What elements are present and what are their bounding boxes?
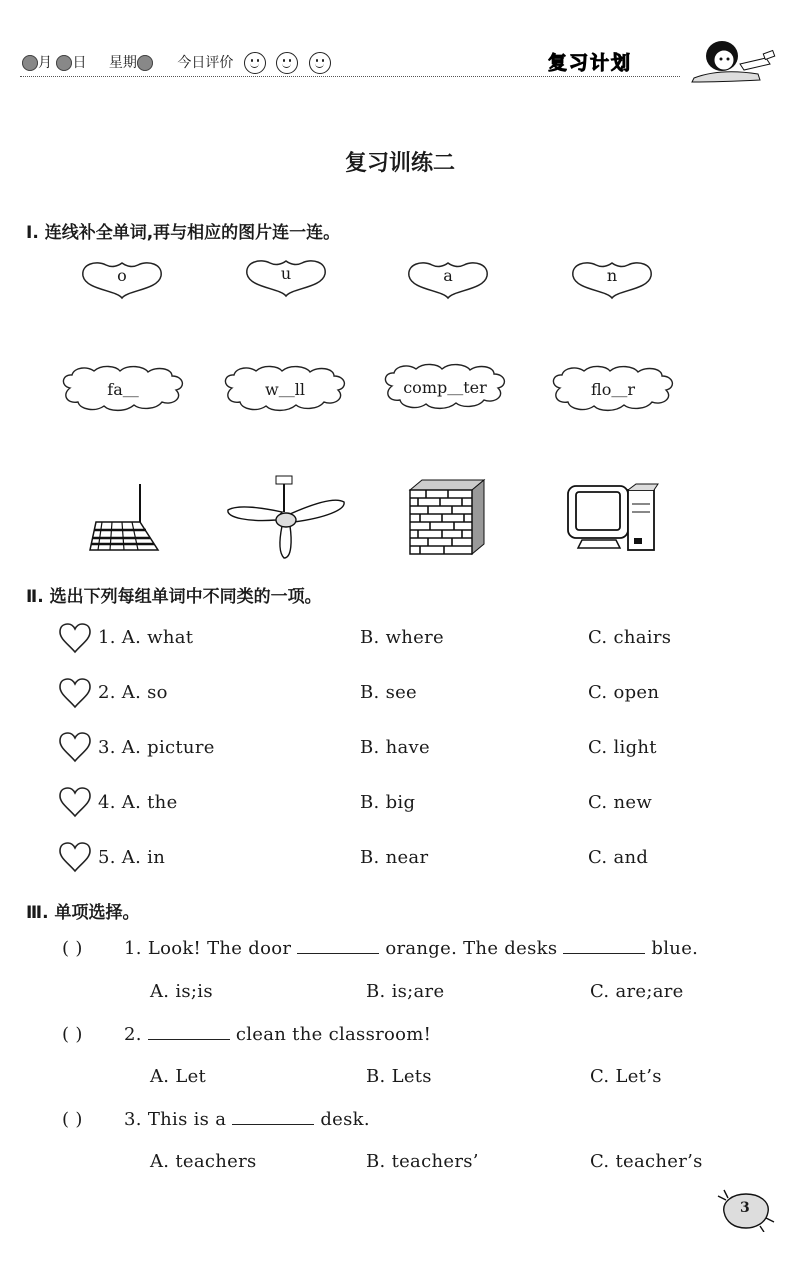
mc-q1-part1: Look! The door — [147, 938, 292, 959]
q5-option-c: C. and — [588, 847, 649, 868]
mc-q2-number: 2. — [124, 1024, 142, 1045]
q5-option-b: B. near — [360, 847, 429, 868]
q4-option-c: C. new — [588, 792, 653, 813]
q3-option-c: C. light — [588, 737, 657, 758]
letter-a: a — [443, 266, 453, 285]
mc-q2-part2: clean the classroom! — [235, 1024, 432, 1045]
floor-icon — [88, 484, 162, 554]
smiley-icon — [276, 52, 298, 74]
letter-o: o — [117, 266, 127, 285]
heart-icon — [58, 841, 92, 873]
q2-option-a: 2. A. so — [98, 682, 168, 703]
q2-option-c: C. open — [588, 682, 660, 703]
month-dot-icon — [22, 55, 38, 71]
mc-q1-option-c: C. are;are — [590, 981, 684, 1002]
month-label: 月 — [38, 55, 52, 71]
mc-q3-answer-paren[interactable]: ( ) — [62, 1109, 83, 1130]
mc-q3-part2: desk. — [320, 1109, 370, 1130]
mc-q1-part3: blue. — [651, 938, 699, 959]
section1-heading: Ⅰ. 连线补全单词,再与相应的图片连一连。 — [26, 223, 341, 243]
heart-icon — [58, 622, 92, 654]
word-w-ll-blank: w＿ll — [265, 380, 305, 399]
mc-q1-blank-2[interactable] — [563, 939, 645, 954]
mc-q2-answer-paren[interactable]: ( ) — [62, 1024, 83, 1045]
q4-option-a: 4. A. the — [98, 792, 178, 813]
mc-q3-stem — [124, 1109, 370, 1130]
letter-n: n — [606, 266, 618, 285]
header-date — [22, 52, 331, 74]
mc-q1-option-b: B. is;are — [366, 981, 445, 1002]
section2-heading: Ⅱ. 选出下列每组单词中不同类的一项。 — [26, 587, 322, 607]
q1-option-a: 1. A. what — [98, 627, 194, 648]
header-rule — [20, 76, 680, 77]
heart-icon — [58, 731, 92, 763]
word-comp-ter-blank: comp＿ter — [403, 378, 487, 397]
computer-icon — [566, 482, 660, 554]
mc-q1-answer-paren[interactable]: ( ) — [62, 938, 83, 959]
q4-option-b: B. big — [360, 792, 416, 813]
q1-option-c: C. chairs — [588, 627, 672, 648]
section3-heading: Ⅲ. 单项选择。 — [26, 903, 140, 923]
weekday-dot-icon — [137, 55, 153, 71]
smiley-icon — [244, 52, 266, 74]
q5-option-a: 5. A. in — [98, 847, 166, 868]
ceiling-fan-icon — [224, 474, 348, 562]
mc-q3-blank-1[interactable] — [232, 1110, 314, 1125]
mc-q3-option-c: C. teacher’s — [590, 1151, 703, 1172]
mc-q3-number: 3. — [124, 1109, 142, 1130]
mc-q1-blank-1[interactable] — [297, 939, 379, 954]
mc-q1-stem — [124, 938, 698, 959]
rating-label: 今日评价 — [177, 55, 234, 71]
mc-q3-option-a: A. teachers — [150, 1151, 257, 1172]
q2-option-b: B. see — [360, 682, 418, 703]
review-plan-banner: 复习计划 — [548, 52, 633, 74]
mc-q2-option-b: B. Lets — [366, 1066, 432, 1087]
mc-q1-number: 1. — [124, 938, 142, 959]
mc-q2-option-c: C. Let’s — [590, 1066, 662, 1087]
heart-icon — [58, 677, 92, 709]
mc-q2-blank-1[interactable] — [148, 1025, 230, 1040]
page-number: 3 — [740, 1200, 750, 1216]
mc-q2-option-a: A. Let — [150, 1066, 207, 1087]
weekday-label: 星期 — [108, 55, 137, 71]
girl-reading-icon — [680, 34, 780, 84]
mc-q3-option-b: B. teachers’ — [366, 1151, 479, 1172]
smiley-icon — [309, 52, 331, 74]
q3-option-b: B. have — [360, 737, 430, 758]
mc-q2-stem — [124, 1024, 431, 1045]
brick-wall-icon — [406, 478, 486, 558]
heart-icon — [58, 786, 92, 818]
word-fa-blank: fa＿ — [107, 380, 139, 399]
mc-q1-option-a: A. is;is — [150, 981, 213, 1002]
letter-u: u — [280, 264, 292, 283]
mc-q1-part2: orange. The desks — [385, 938, 558, 959]
q3-option-a: 3. A. picture — [98, 737, 215, 758]
word-flo-r-blank: flo＿r — [591, 380, 635, 399]
day-dot-icon — [56, 55, 72, 71]
page-title: 复习训练二 — [344, 151, 455, 176]
mc-q3-part1: This is a — [147, 1109, 227, 1130]
q1-option-b: B. where — [360, 627, 444, 648]
day-label: 日 — [72, 55, 87, 71]
